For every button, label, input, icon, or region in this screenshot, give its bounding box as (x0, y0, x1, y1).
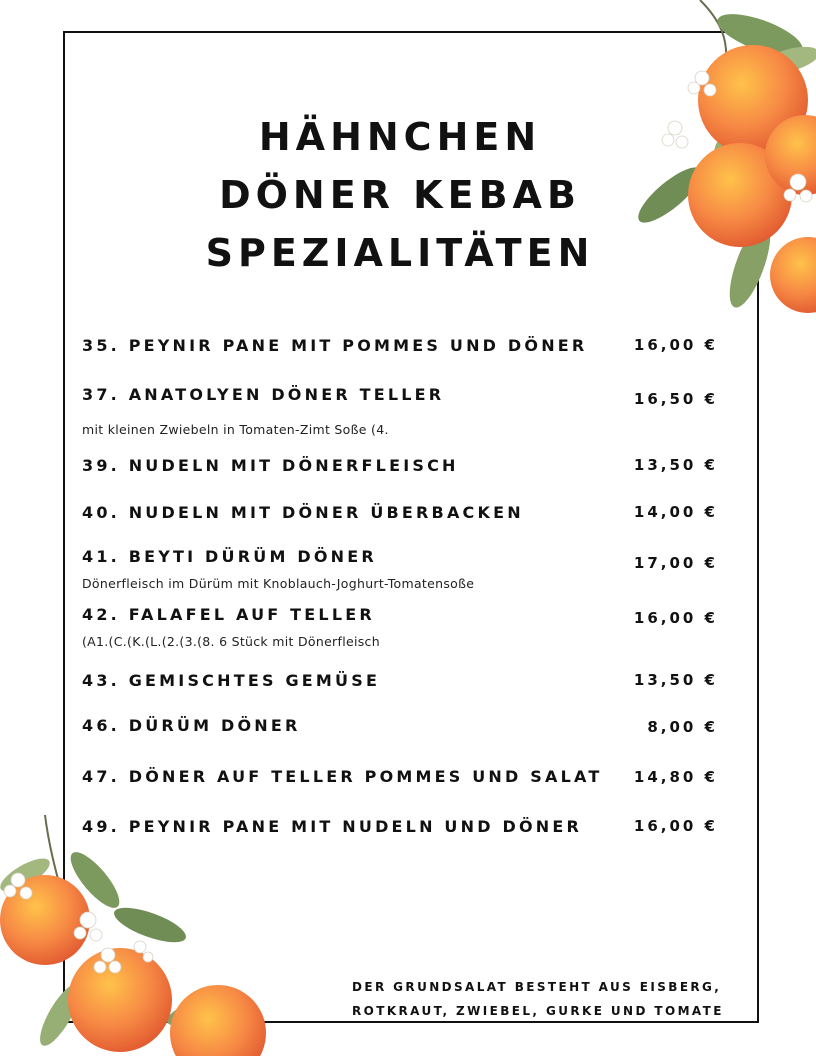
menu-item-name: 39. NUDELN MIT DÖNERFLEISCH (82, 456, 459, 475)
menu-item-price: 8,00 € (647, 718, 718, 736)
menu-title (150, 108, 650, 282)
menu-item-name: 42. FALAFEL AUF TELLER (82, 605, 375, 624)
menu-item-price: 16,00 € (633, 817, 718, 835)
menu-item-name: 41. BEYTI DÜRÜM DÖNER (82, 547, 377, 566)
menu-item-price: 13,50 € (633, 456, 718, 474)
menu-item-price: 17,00 € (633, 554, 718, 572)
menu-item-name: 40. NUDELN MIT DÖNER ÜBERBACKEN (82, 503, 524, 522)
orange-branch-illustration-top-right (630, 0, 816, 330)
menu-item-name: 46. DÜRÜM DÖNER (82, 716, 301, 735)
title-line-3: SPEZIALITÄTEN (205, 231, 595, 275)
menu-item-description: Dönerfleisch im Dürüm mit Knoblauch-Joghurt-Tomatensoße (82, 576, 475, 591)
menu-item-price: 16,00 € (633, 336, 718, 354)
menu-item-name: 37. ANATOLYEN DÖNER TELLER (82, 385, 445, 404)
menu-item-price: 13,50 € (633, 671, 718, 689)
menu-item-name: 49. PEYNIR PANE MIT NUDELN UND DÖNER (82, 817, 582, 836)
menu-item-name: 47. DÖNER AUF TELLER POMMES UND SALAT (82, 767, 603, 786)
salad-note-line-1: DER GRUNDSALAT BESTEHT AUS EISBERG, (352, 980, 722, 994)
menu-item-price: 16,00 € (633, 609, 718, 627)
menu-item-name: 43. GEMISCHTES GEMÜSE (82, 671, 381, 690)
menu-item-description: mit kleinen Zwiebeln in Tomaten-Zimt Soße (4. (82, 422, 389, 437)
title-line-2: DÖNER KEBAB (219, 173, 581, 217)
menu-item-price: 14,00 € (633, 503, 718, 521)
menu-item-price: 16,50 € (633, 390, 718, 408)
orange-branch-illustration-bottom-left (0, 815, 270, 1056)
salad-note-line-2: ROTKRAUT, ZWIEBEL, GURKE UND TOMATE (352, 1004, 724, 1018)
title-line-1: HÄHNCHEN (258, 115, 542, 159)
salad-note (352, 975, 724, 1023)
menu-item-description: (A1.(C.(K.(L.(2.(3.(8. 6 Stück mit Dönerfleisch (82, 634, 380, 649)
menu-item-price: 14,80 € (633, 768, 718, 786)
menu-item-name: 35. PEYNIR PANE MIT POMMES UND DÖNER (82, 336, 588, 355)
